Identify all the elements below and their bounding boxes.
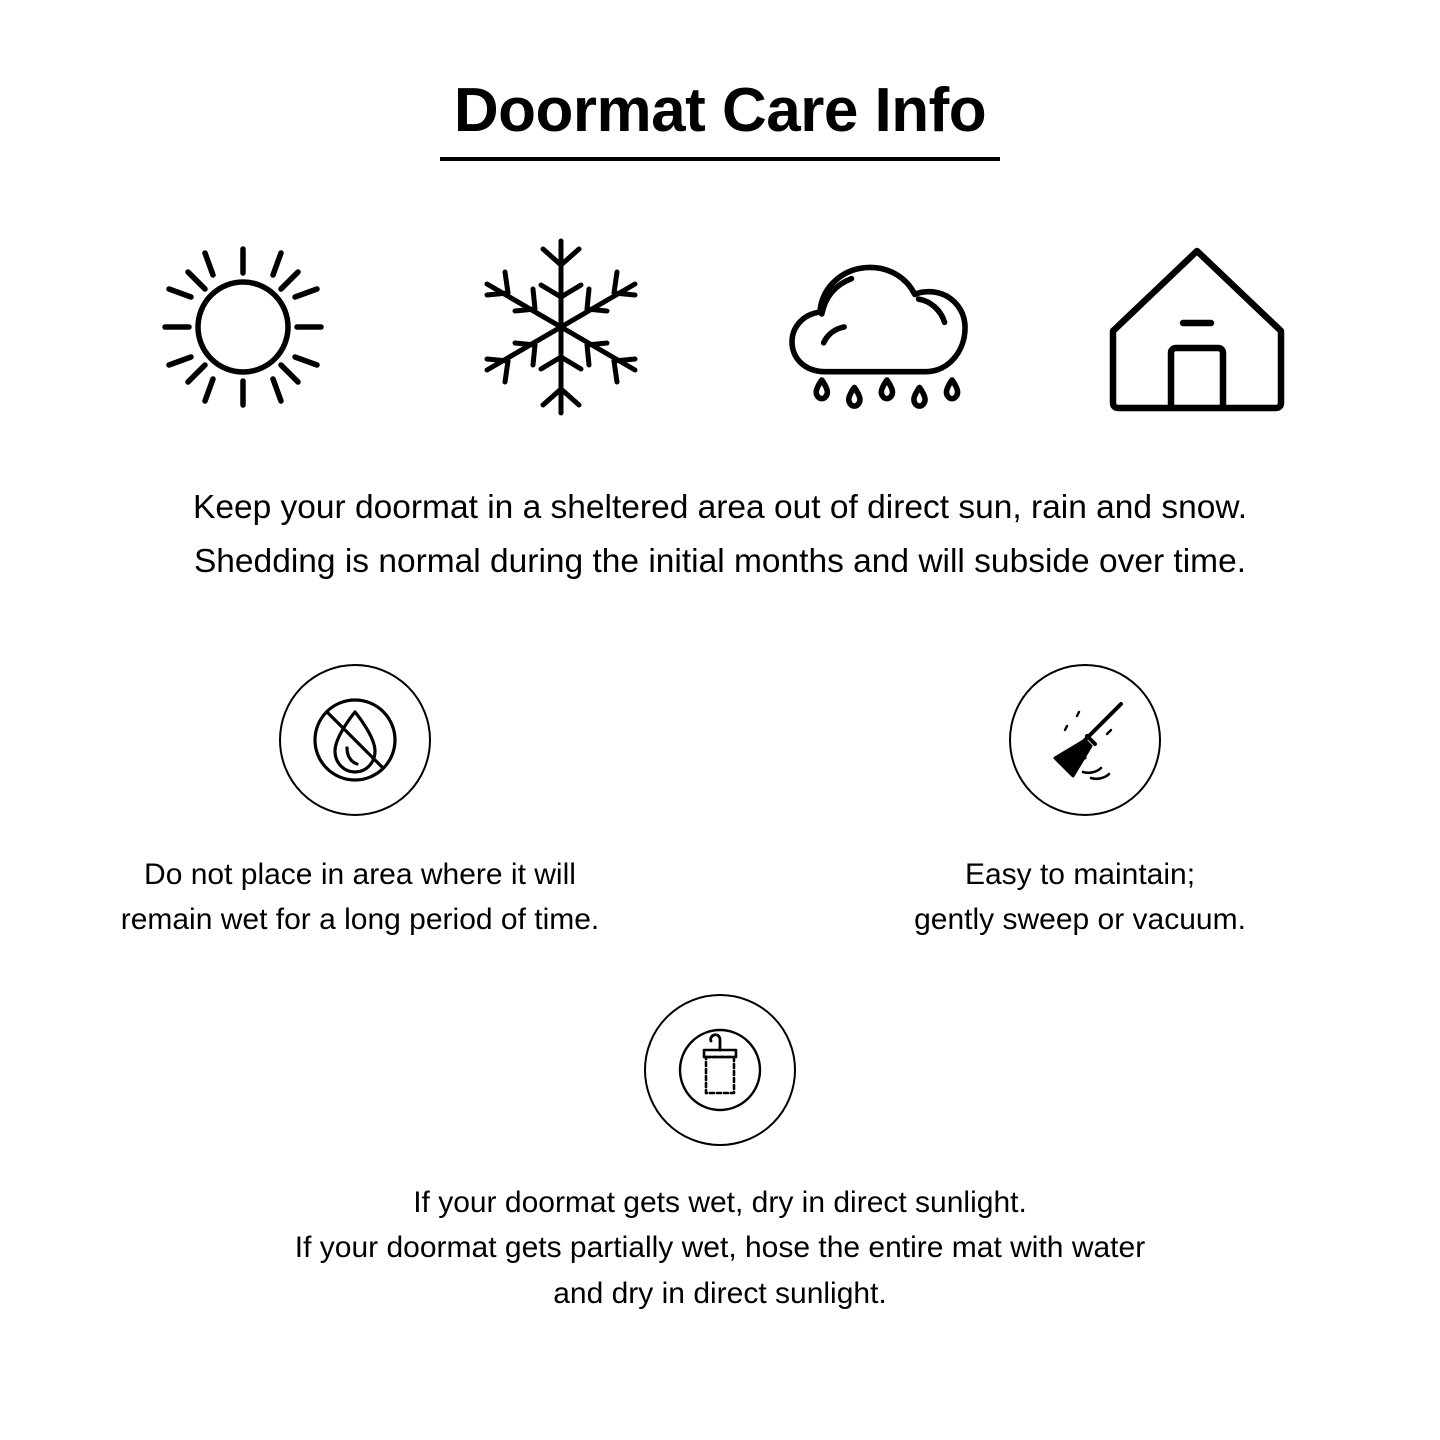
care-caption-no-water [121, 852, 600, 942]
dry-caption-line-1: If your doormat gets wet, dry in direct sunlight. [413, 1185, 1027, 1219]
no-water-icon [279, 664, 431, 816]
dry-instruction-caption [295, 1180, 1145, 1317]
rain-cloud-icon [779, 227, 979, 427]
page-title: Doormat Care Info [440, 78, 1000, 161]
dry-caption-line-2: If your doormat gets partially wet, hose the entire mat with water [294, 1231, 1146, 1265]
sun-icon [143, 227, 343, 427]
weather-icon-row [0, 227, 1440, 427]
care-caption-sweep [914, 852, 1246, 942]
house-icon [1097, 227, 1297, 427]
care-item-sweep [720, 664, 1440, 942]
snowflake-icon [461, 227, 661, 427]
intro-paragraph [0, 481, 1440, 590]
care-caption-line-1: Do not place in area where it will [144, 857, 576, 891]
care-caption-line-2: gently sweep or vacuum. [914, 902, 1246, 936]
care-items-row [0, 664, 1440, 942]
dry-caption-line-3: and dry in direct sunlight. [553, 1276, 887, 1310]
intro-line-1: Keep your doormat in a sheltered area out of direct sun, rain and snow. [192, 489, 1248, 527]
broom-icon [1009, 664, 1161, 816]
hang-dry-icon [644, 994, 796, 1146]
care-item-no-water [0, 664, 720, 942]
care-caption-line-2: remain wet for a long period of time. [120, 902, 600, 936]
dry-instruction-block [0, 994, 1440, 1317]
title-container [0, 0, 1440, 161]
care-caption-line-1: Easy to maintain; [964, 857, 1196, 891]
intro-line-2: Shedding is normal during the initial months and will subside over time. [193, 543, 1247, 581]
